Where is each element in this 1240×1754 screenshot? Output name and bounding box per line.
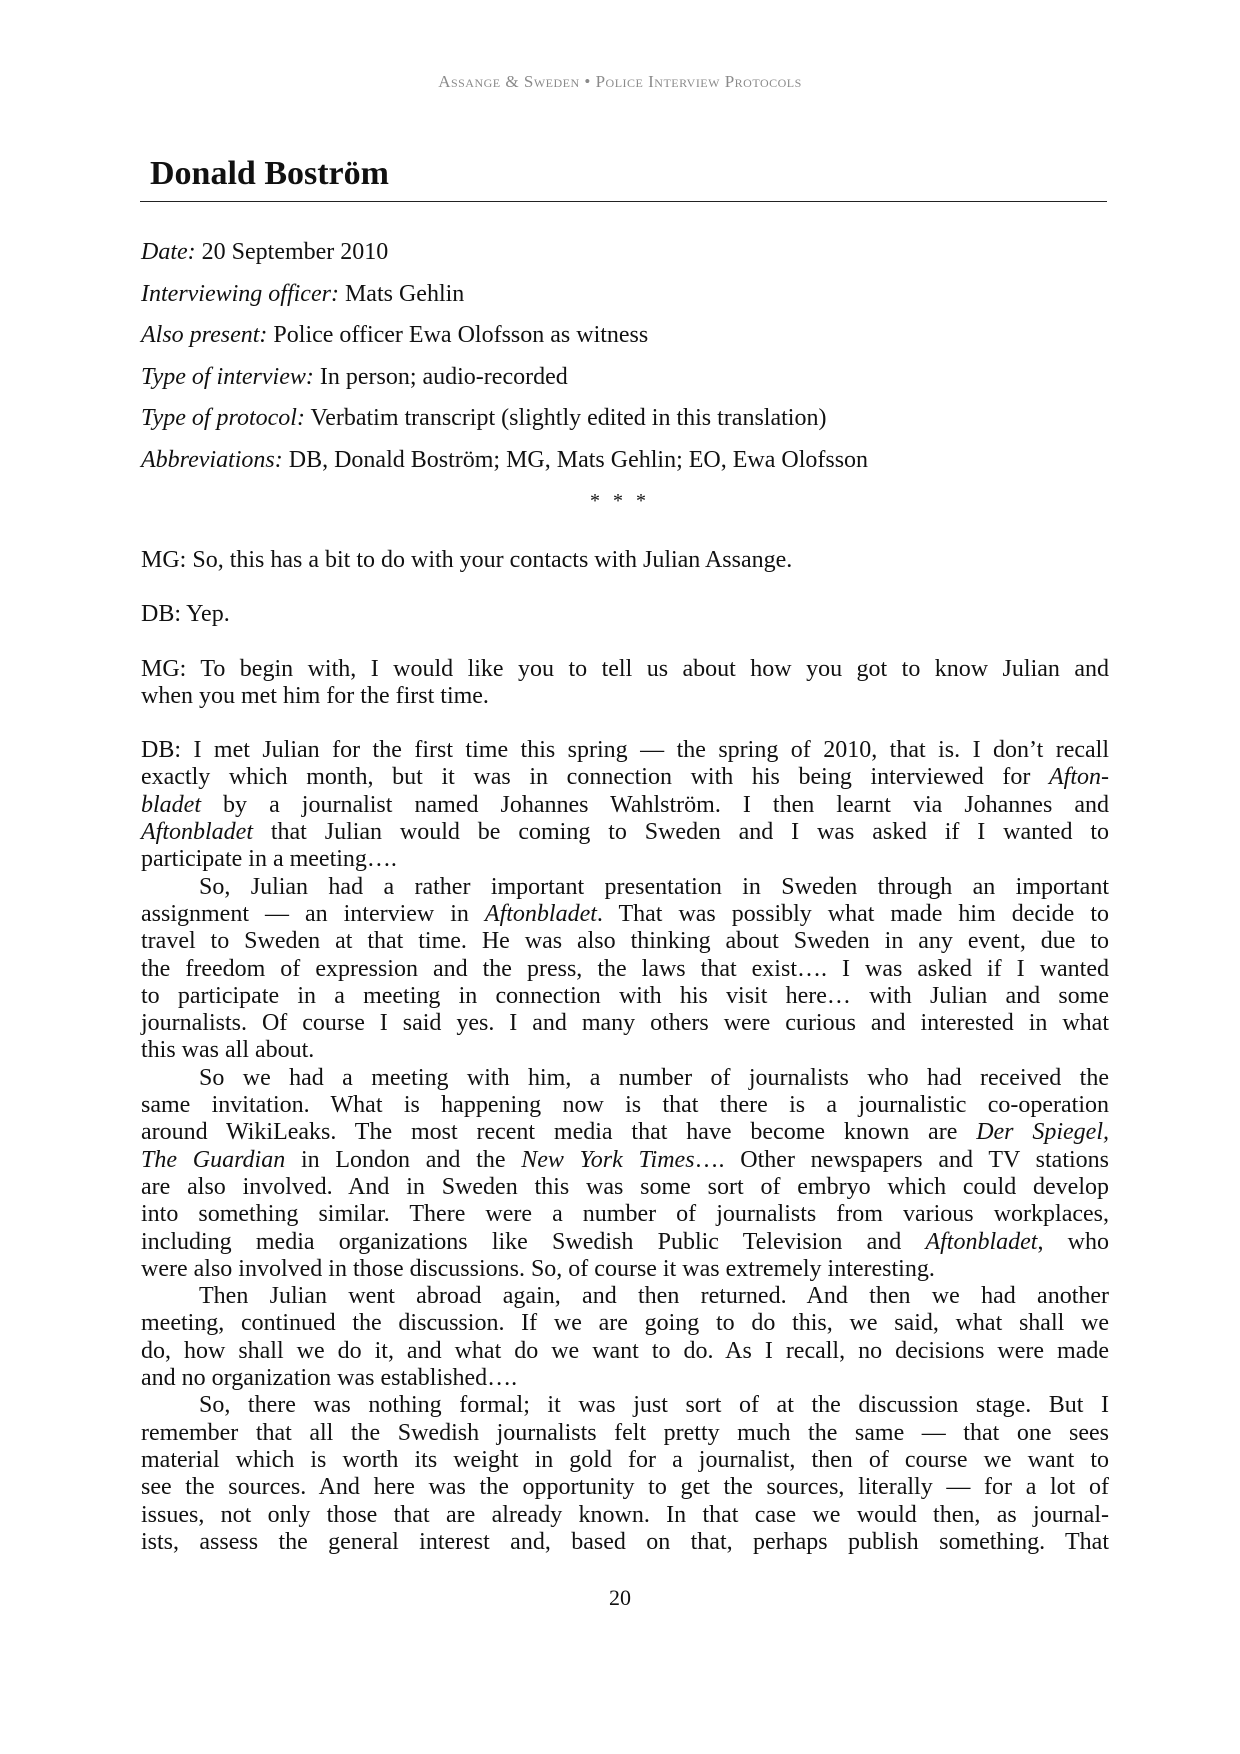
publication-name: bladet — [141, 791, 201, 818]
transcript-paragraph — [141, 1065, 1109, 1283]
text-line: this was all about. — [141, 1037, 315, 1064]
meta-interviewing-officer — [141, 274, 1101, 316]
text-line: DB: I met Julian for the first time this spring — the spring of 2010, that is. I don’t recall — [141, 737, 1109, 764]
text-line: into something similar. There were a number of journalists from various workplaces, — [141, 1201, 1109, 1228]
interview-metadata — [141, 232, 1101, 481]
meta-date — [141, 232, 1101, 274]
text-line: are also involved. And in Sweden this was some sort of embryo which could develop — [141, 1173, 1109, 1200]
transcript-paragraph — [141, 1283, 1109, 1392]
text-line: issues, not only those that are already known. In that case we would then, as journal- — [141, 1501, 1109, 1528]
text-line: MG: To begin with, I would like you to tell us about how you got to know Julian and — [141, 655, 1109, 682]
meta-value: 20 September 2010 — [195, 239, 389, 265]
text-line: DB: Yep. — [141, 601, 230, 628]
transcript-paragraph — [141, 1392, 1109, 1556]
meta-label: Type of protocol: — [141, 405, 305, 431]
meta-value: In person; audio-recorded — [313, 363, 568, 390]
meta-label: Date: — [141, 239, 196, 265]
text-line: MG: So, this has a bit to do with your contacts with Julian Assange. — [141, 547, 793, 573]
transcript-paragraph — [141, 547, 1109, 574]
text-line: same invitation. What is happening now is that there is a journalistic co-operation — [141, 1092, 1109, 1119]
meta-value: Verbatim transcript (slightly edited in this translation) — [304, 405, 827, 431]
meta-type-of-protocol — [141, 398, 1101, 440]
publication-name: Aftonbladet — [484, 900, 597, 927]
text-line: around WikiLeaks. The most recent media that have become known are Der Spiegel, — [141, 1119, 1109, 1146]
transcript-paragraph — [141, 656, 1109, 711]
text-line: material which is worth its weight in gold for a journalist, then of course we want to — [141, 1446, 1109, 1473]
text-line: So, there was nothing formal; it was just sort of at the discussion stage. But I — [199, 1392, 1109, 1419]
text-line: meeting, continued the discussion. If we are going to do this, we said, what shall we — [141, 1310, 1109, 1337]
text-line: So, Julian had a rather important presentation in Sweden through an important — [199, 873, 1109, 900]
section-separator: * * * — [590, 490, 650, 512]
text-line: travel to Sweden at that time. He was also thinking about Sweden in any event, due to — [141, 928, 1109, 955]
meta-label: Type of interview: — [141, 363, 314, 390]
publication-name: The Guardian — [141, 1146, 286, 1173]
meta-value: Police officer Ewa Olofsson as witness — [267, 322, 649, 348]
transcript-paragraph — [141, 601, 1109, 628]
page-number: 20 — [609, 1585, 631, 1610]
running-header: Assange & Sweden • Police Interview Protocols — [438, 72, 802, 91]
text-line: The Guardian in London and the New York Times…. Other newspapers and TV stations — [141, 1146, 1109, 1173]
text-line: exactly which month, but it was in connection with his being interviewed for Afton- — [141, 764, 1109, 791]
text-line: when you met him for the first time. — [141, 682, 489, 709]
meta-value: Mats Gehlin — [338, 280, 465, 307]
meta-value: DB, Donald Boström; MG, Mats Gehlin; EO, Ewa Olofsson — [282, 446, 869, 473]
meta-also-present — [141, 315, 1101, 357]
transcript-paragraph — [141, 737, 1109, 873]
text-line: journalists. Of course I said yes. I and many others were curious and interested in what — [141, 1010, 1109, 1037]
text-line: to participate in a meeting in connection with his visit here… with Julian and some — [141, 982, 1109, 1009]
publication-name: Der Spiegel, — [976, 1119, 1109, 1146]
meta-abbreviations — [141, 440, 1101, 482]
text-line: Aftonbladet that Julian would be coming to Sweden and I was asked if I wanted to — [141, 819, 1109, 846]
meta-type-of-interview — [141, 357, 1101, 399]
meta-label: Abbreviations: — [141, 446, 283, 473]
text-line: and no organization was established…. — [141, 1365, 518, 1392]
meta-label: Also present: — [141, 322, 268, 348]
publication-name: New York Times — [521, 1146, 695, 1173]
text-line: the freedom of expression and the press, the laws that exist…. I was asked if I wanted — [141, 955, 1109, 982]
publication-name: Aftonbladet — [141, 819, 253, 846]
transcript-paragraph — [141, 874, 1109, 1065]
text-line: do, how shall we do it, and what do we want to do. As I recall, no decisions were made — [141, 1337, 1109, 1364]
text-line: bladet by a journalist named Johannes Wahlström. I then learnt via Johannes and — [141, 791, 1109, 818]
publication-name: Aftonbladet — [925, 1228, 1038, 1255]
meta-label: Interviewing officer: — [141, 280, 339, 307]
text-line: So we had a meeting with him, a number of journalists who had received the — [199, 1064, 1109, 1091]
text-line: ists, assess the general interest and, based on that, perhaps publish something. That — [141, 1528, 1109, 1555]
text-line: were also involved in those discussions. So, of course it was extremely interesting. — [141, 1255, 935, 1282]
title-rule — [140, 201, 1107, 202]
publication-name: Afton- — [1049, 764, 1109, 791]
text-line: including media organizations like Swedish Public Television and Aftonbladet, who — [141, 1228, 1109, 1255]
page-title: Donald Boström — [150, 155, 389, 192]
text-line: Then Julian went abroad again, and then returned. And then we had another — [199, 1283, 1109, 1310]
text-line: assignment — an interview in Aftonbladet. That was possibly what made him decide to — [141, 900, 1109, 927]
transcript-body — [141, 547, 1109, 1556]
text-line: see the sources. And here was the opportunity to get the sources, literally — for a lot of — [141, 1474, 1109, 1501]
text-line: participate in a meeting…. — [141, 846, 397, 873]
text-line: remember that all the Swedish journalists felt pretty much the same — that one sees — [141, 1419, 1109, 1446]
